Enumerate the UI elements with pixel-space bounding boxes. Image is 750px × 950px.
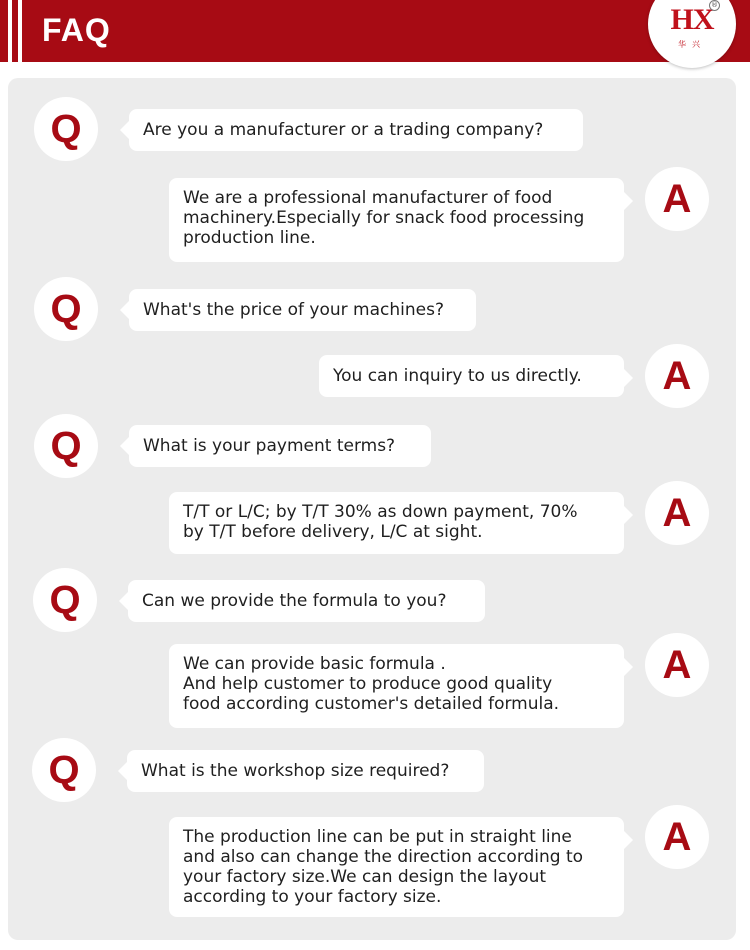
question-bubble: Can we provide the formula to you? (128, 580, 485, 622)
question-bubble: Are you a manufacturer or a trading company? (129, 109, 583, 151)
brand-logo (648, 0, 736, 68)
a-badge: A (645, 633, 709, 697)
a-badge: A (645, 167, 709, 231)
page-title: FAQ (42, 12, 111, 48)
answer-bubble: The production line can be put in straight line and also can change the direction according to your factory size.We can design the layout according to your factory size. (169, 817, 624, 917)
a-badge: A (645, 805, 709, 869)
a-badge: A (645, 481, 709, 545)
q-badge: Q (33, 568, 97, 632)
q-badge: Q (34, 414, 98, 478)
logo-text: HX (670, 3, 714, 36)
answer-bubble: We are a professional manufacturer of food machinery.Especially for snack food processing production line. (169, 178, 624, 262)
q-badge: Q (34, 97, 98, 161)
question-bubble: What is the workshop size required? (127, 750, 484, 792)
logo-subtext: 华兴 (678, 40, 706, 49)
registered-mark-icon: ® (711, 1, 718, 9)
answer-bubble: T/T or L/C; by T/T 30% as down payment, 70% by T/T before delivery, L/C at sight. (169, 492, 624, 554)
header-stripe (8, 0, 12, 62)
a-badge: A (645, 344, 709, 408)
question-bubble: What is your payment terms? (129, 425, 431, 467)
question-bubble: What's the price of your machines? (129, 289, 476, 331)
q-badge: Q (32, 738, 96, 802)
answer-bubble: You can inquiry to us directly. (319, 355, 624, 397)
header-banner (0, 0, 750, 62)
answer-bubble: We can provide basic formula . And help customer to produce good quality food according customer's detailed formula. (169, 644, 624, 728)
header-stripe (18, 0, 22, 62)
q-badge: Q (34, 277, 98, 341)
